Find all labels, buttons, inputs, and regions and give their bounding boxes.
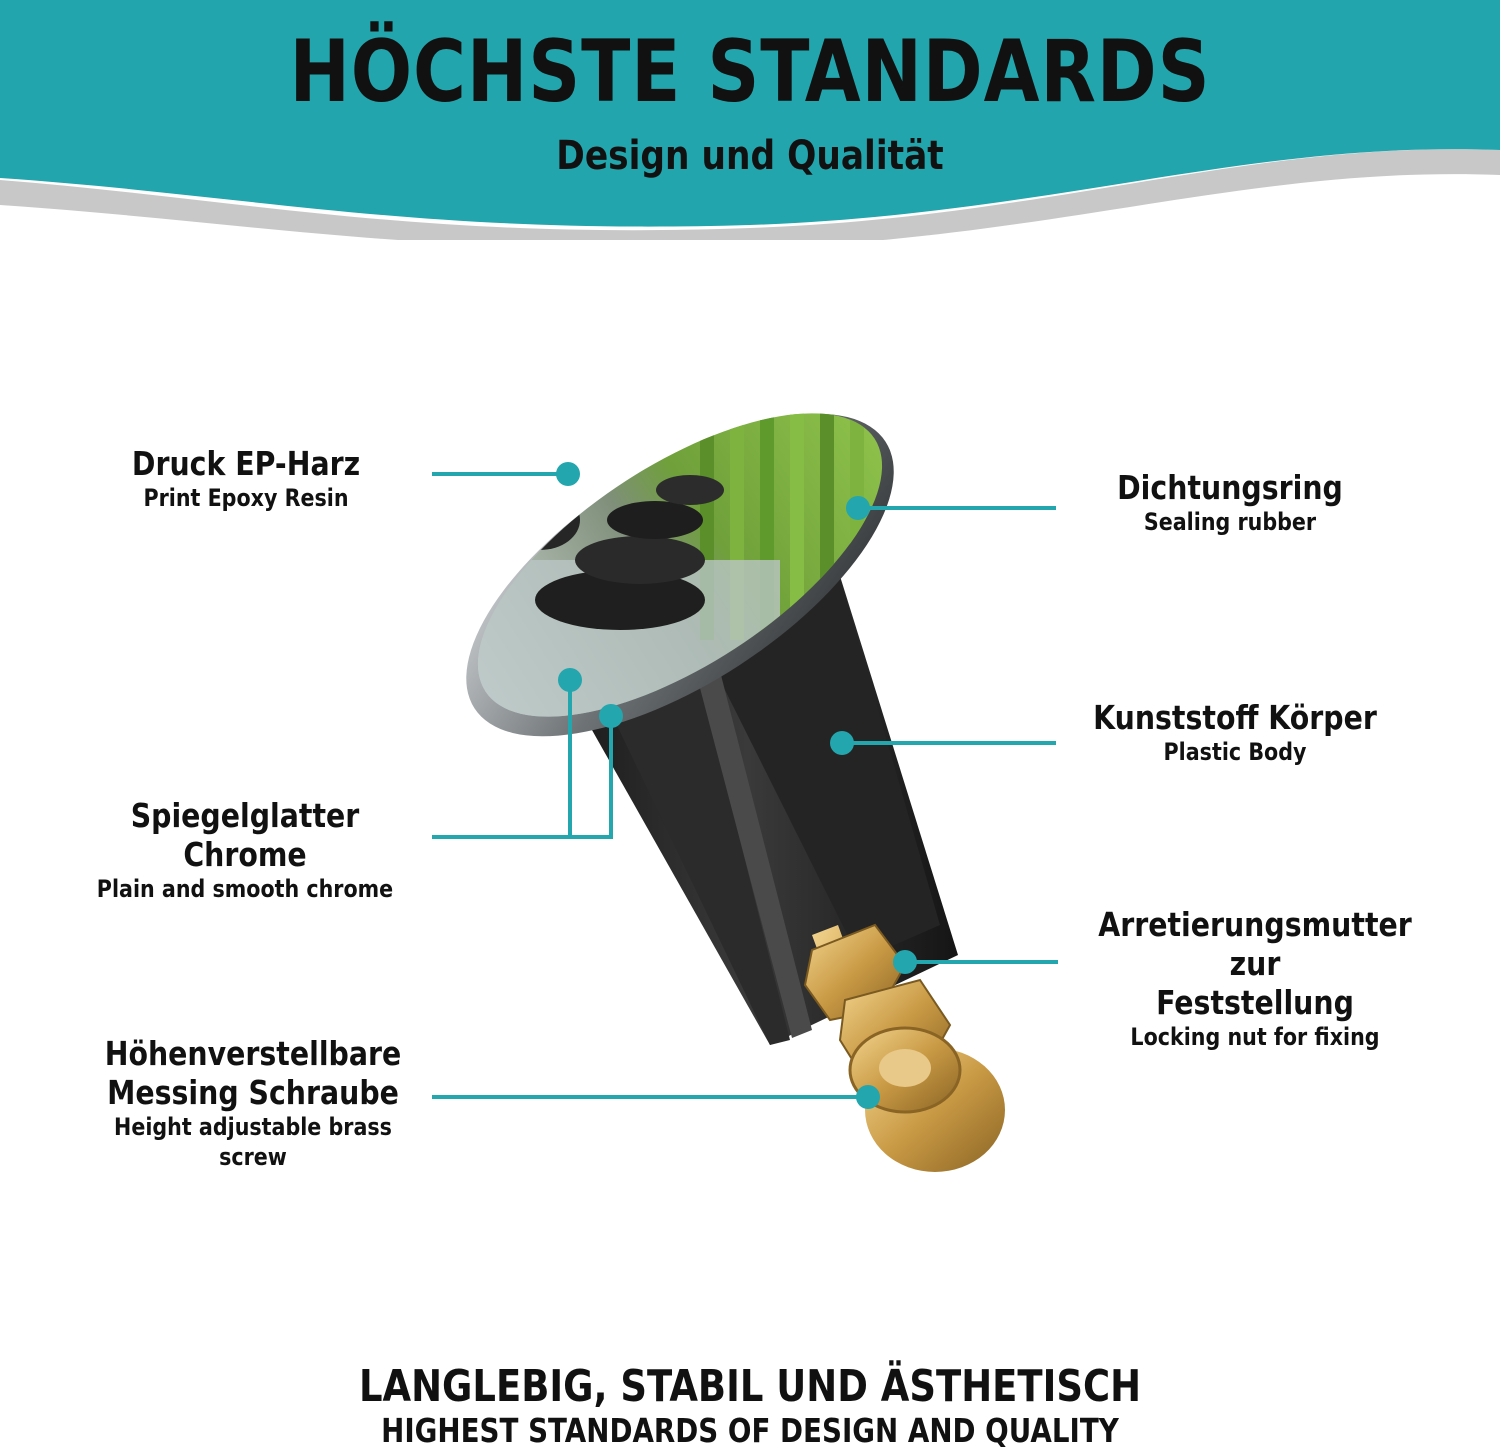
callout-dot-druck (556, 462, 580, 486)
callout-druck-de: Druck EP-Harz (131, 444, 361, 483)
footer-line2: HIGHEST STANDARDS OF DESIGN AND QUALITY (381, 1411, 1119, 1450)
callout-screw-en: Height adjustable brass screw (114, 1113, 392, 1171)
callout-ring-de: Dichtungsring (1117, 468, 1343, 507)
page-title: HÖCHSTE STANDARDS (289, 22, 1211, 122)
brass-foot-hole (879, 1049, 931, 1087)
callout-druck (60, 444, 432, 513)
callout-druck-en: Print Epoxy Resin (143, 484, 349, 512)
callout-ring-en: Sealing rubber (1143, 508, 1317, 536)
callout-nut-en: Locking nut for fixing (1130, 1023, 1380, 1051)
callout-dot-ring (846, 496, 870, 520)
callout-screw (48, 1034, 458, 1172)
callout-chrome (40, 796, 450, 904)
footer-line1: LANGLEBIG, STABIL UND ÄSTHETISCH (358, 1361, 1142, 1412)
callout-nut-de1: Arretierungsmutter zur (1098, 905, 1412, 983)
callout-nut-de2: Feststellung (1156, 983, 1354, 1022)
page-subtitle: Design und Qualität (556, 133, 944, 179)
callout-dot-chrome-b (599, 704, 623, 728)
callout-chrome-en: Plain and smooth chrome (96, 875, 394, 903)
callout-chrome-de: Spiegelglatter Chrome (130, 796, 360, 874)
callout-screw-de1: Höhenverstellbare (104, 1034, 402, 1073)
footer (0, 1362, 1500, 1450)
callout-body-en: Plastic Body (1163, 738, 1307, 766)
callout-dot-nut (893, 950, 917, 974)
callout-nut (1060, 905, 1450, 1052)
callout-dot-body (830, 731, 854, 755)
callout-ring (1060, 468, 1400, 537)
callout-screw-de2: Messing Schraube (107, 1073, 399, 1112)
callout-dot-screw (856, 1085, 880, 1109)
callout-body-de: Kunststoff Körper (1093, 698, 1377, 737)
callout-body (1060, 698, 1410, 767)
callout-dot-chrome-a (558, 668, 582, 692)
